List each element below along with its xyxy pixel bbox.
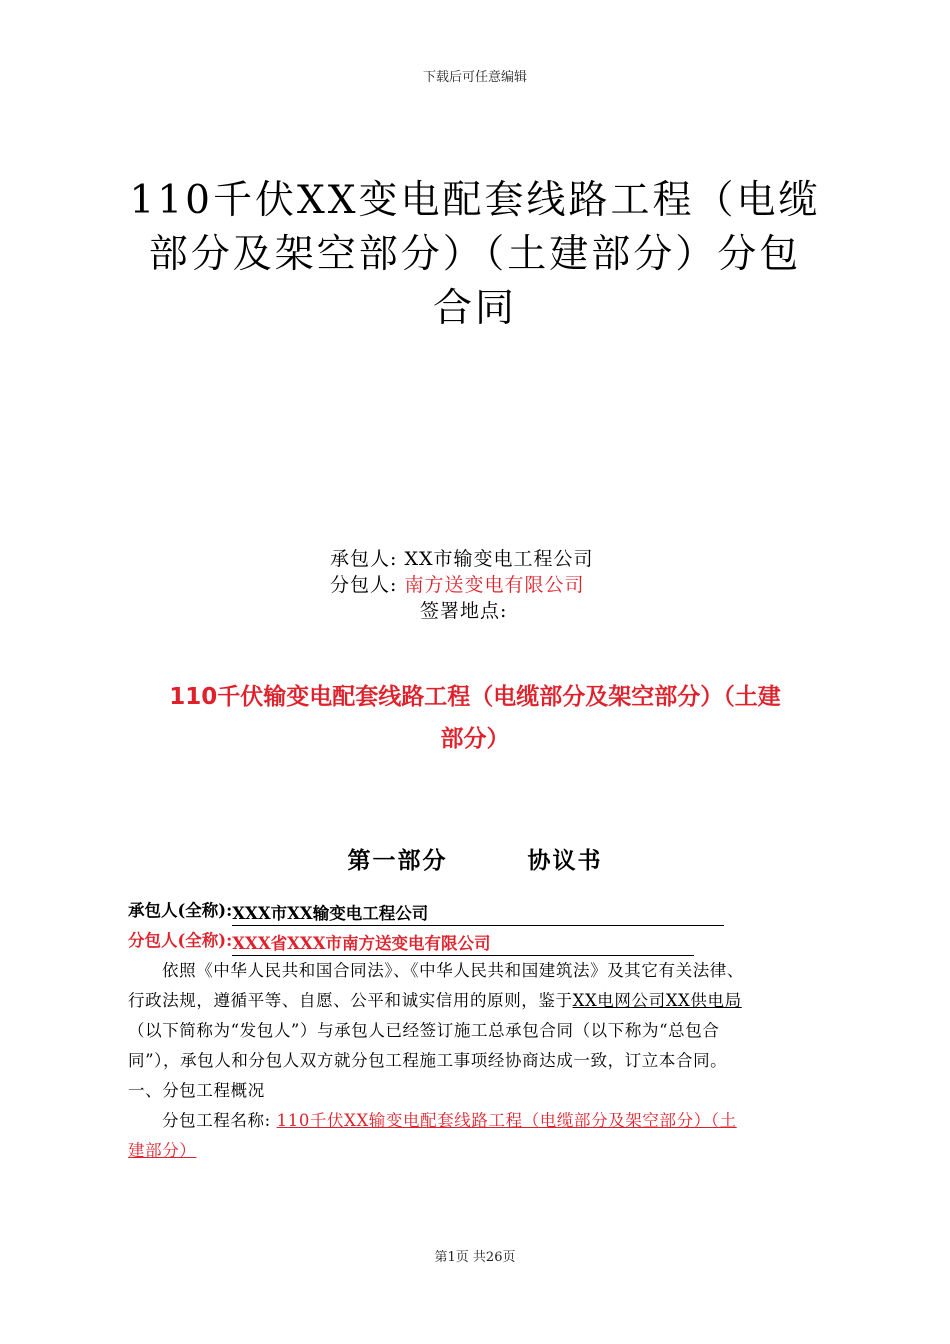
signing-place-label: 签署地点:	[420, 600, 508, 622]
red-title-line-1: 110千伏输变电配套线路工程（电缆部分及架空部分）（土建	[169, 684, 781, 710]
document-title	[120, 174, 830, 336]
subcontractor-row	[330, 572, 594, 598]
parties-block	[330, 546, 594, 624]
para1-line-3: （以下简称为“发包人”）与承包人已经签订施工总承包合同（以下称为“总包合	[128, 1021, 720, 1040]
part-heading-right: 协议书	[527, 847, 603, 874]
title-line-1: 110千伏XX变电配套线路工程（电缆	[129, 178, 821, 223]
subcontractor-full-label: 分包人(全称):	[128, 931, 233, 950]
subcontractor-full-value: XXX省XXX市南方送变电有限公司	[232, 933, 694, 956]
para1-line-4: 同”），承包人和分包人双方就分包工程施工事项经协商达成一致，订立本合同。	[128, 1051, 728, 1070]
subcontractor-value: 南方送变电有限公司	[404, 574, 585, 596]
red-title-line-2: 部分）	[440, 726, 510, 752]
title-line-3: 合同	[432, 286, 517, 331]
contractor-full-row	[128, 896, 840, 926]
signing-place-row	[330, 598, 594, 624]
project-name-label: 分包工程名称:	[162, 1111, 271, 1130]
para1-line-2	[128, 986, 840, 1016]
contractor-full-value: XXX市XX输变电工程公司	[232, 903, 724, 926]
project-red-title	[120, 676, 830, 760]
page-header: 下载后可任意编辑	[422, 70, 527, 85]
subcontractor-full-row	[128, 926, 840, 956]
contractor-label: 承包人:	[330, 548, 398, 570]
contractor-value: XX市输变电工程公司	[404, 548, 594, 570]
page-footer: 第1页 共26页	[434, 1250, 516, 1265]
project-name-value-2: 建部分）	[128, 1141, 197, 1160]
part-heading-left: 第一部分	[347, 847, 448, 874]
section-1-heading: 一、分包工程概况	[128, 1081, 265, 1100]
title-line-2: 部分及架空部分）（土建部分）分包	[148, 232, 802, 277]
project-name-value-1: 110千伏XX输变电配套线路工程（电缆部分及架空部分）（土	[276, 1111, 737, 1130]
contractor-row	[330, 546, 594, 572]
agreement-body	[128, 896, 840, 1166]
para1-line-1: 依照《中华人民共和国合同法》、《中华人民共和国建筑法》及其它有关法律、	[162, 961, 744, 980]
employer-name: XX电网公司XX供电局	[572, 991, 742, 1010]
subcontractor-label: 分包人:	[330, 574, 398, 596]
contractor-full-label: 承包人(全称):	[128, 901, 233, 920]
para1-line-2-text: 行政法规，遵循平等、自愿、公平和诚实信用的原则，鉴于	[128, 991, 573, 1010]
project-name-row	[128, 1106, 840, 1136]
project-name-row-2	[128, 1136, 840, 1166]
part-heading	[0, 842, 950, 875]
